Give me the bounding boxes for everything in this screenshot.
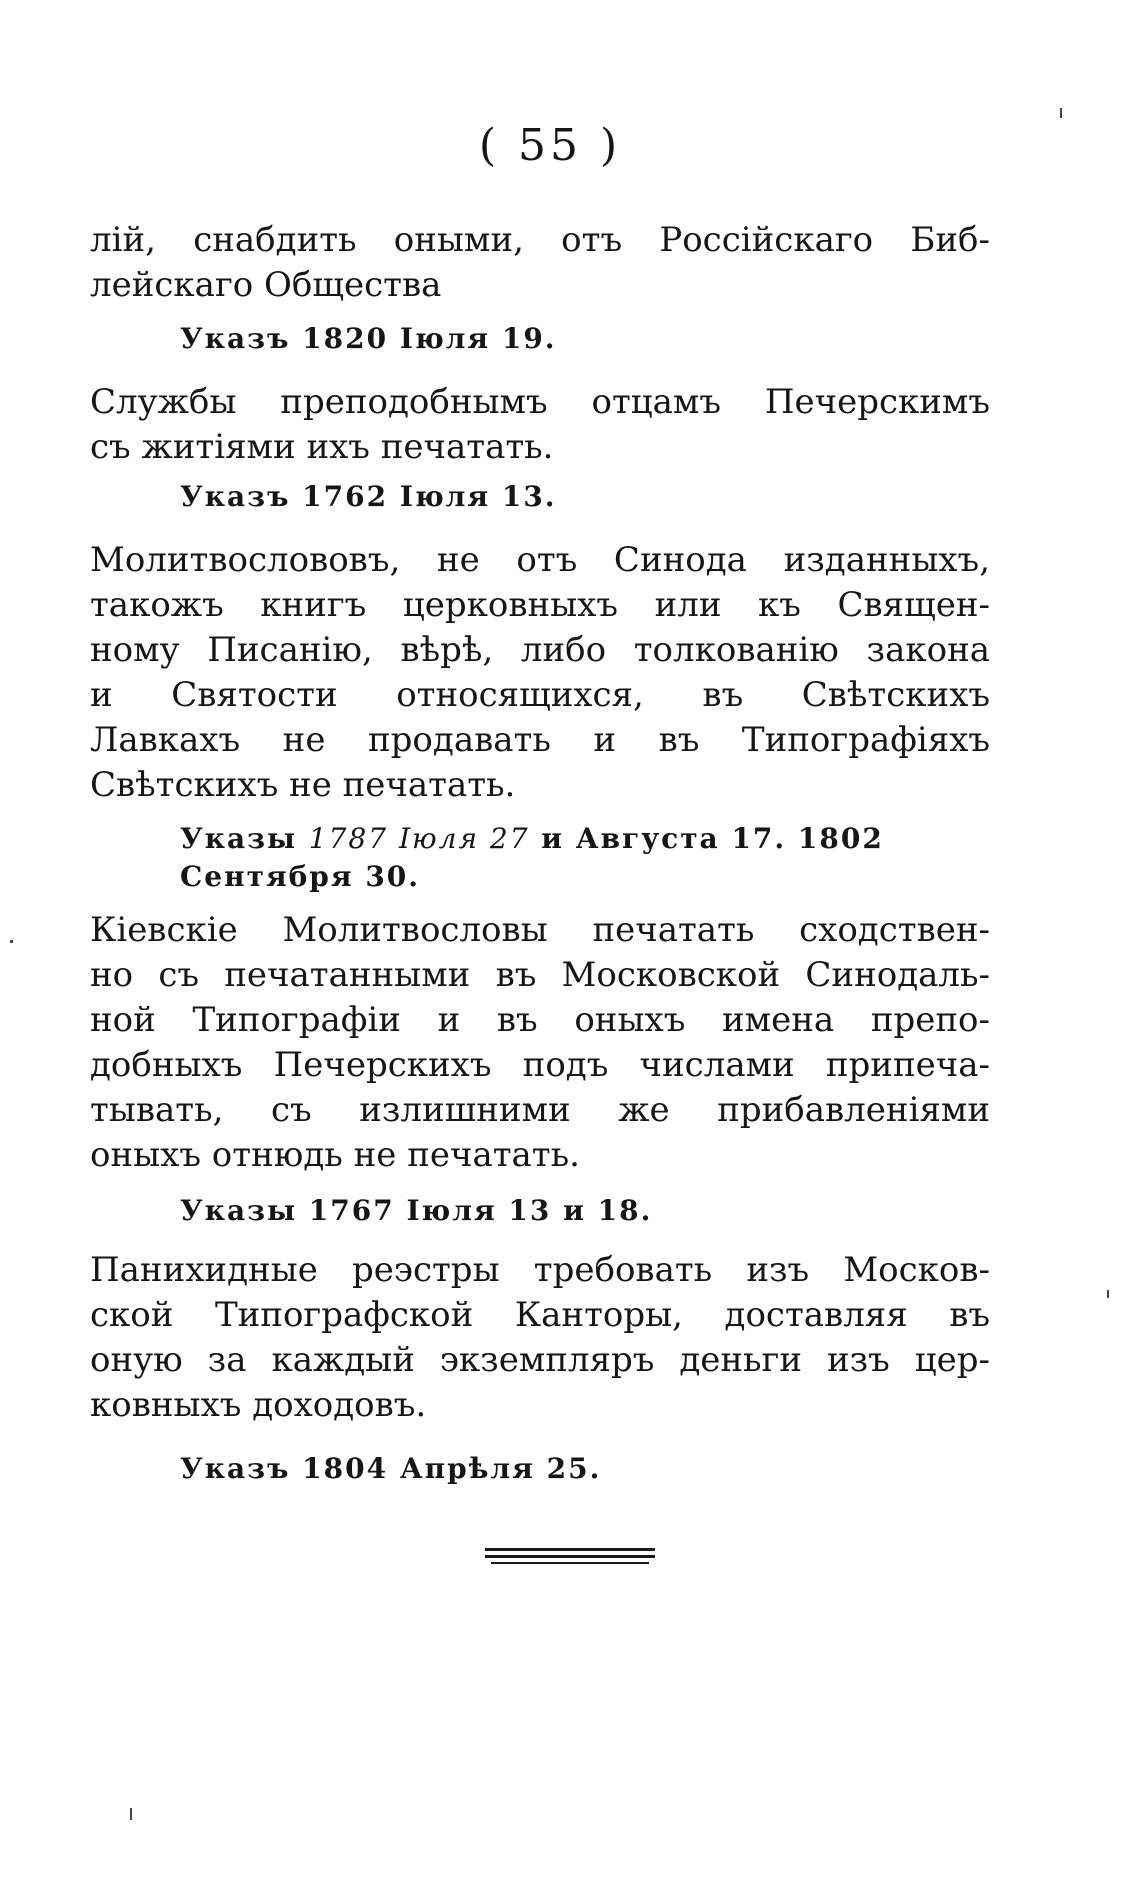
decree-line xyxy=(180,820,990,858)
decree-line: Указъ 1820 Іюля 19. xyxy=(180,322,557,355)
entry-4-decree xyxy=(180,1192,990,1230)
scan-speck xyxy=(1107,1290,1109,1298)
text-line: ковныхъ доходовъ. xyxy=(90,1385,427,1425)
text-line: Службы преподобнымъ отцамъ Печерскимъ xyxy=(90,382,990,422)
text-line: Лавкахъ не продавать и въ Типографіяхъ xyxy=(90,720,990,760)
decree-date-italic: 1787 Іюля 27 xyxy=(308,822,530,855)
text-line: Молитвослововъ, не отъ Синода изданныхъ, xyxy=(90,540,990,580)
rule-line xyxy=(491,1562,649,1564)
page-number: ( 55 ) xyxy=(478,120,622,171)
scan-speck xyxy=(130,1808,132,1820)
entry-5-text xyxy=(90,1248,990,1428)
decree-line: Указъ 1804 Апрѣля 25. xyxy=(180,1452,602,1485)
text-line: и Святости относящихся, въ Свѣтскихъ xyxy=(90,675,990,715)
decree-suffix: и Августа 17. 1802 xyxy=(529,822,884,855)
text-line: Панихидные реэстры требовать изъ Москов- xyxy=(90,1250,990,1290)
entry-3-decree xyxy=(180,820,990,896)
entry-2-decree xyxy=(180,478,990,516)
decree-prefix: Указы xyxy=(180,822,309,855)
end-rule xyxy=(485,1548,655,1560)
entry-5-decree xyxy=(180,1450,990,1488)
rule-line xyxy=(485,1555,655,1558)
text-line: съ житіями ихъ печатать. xyxy=(90,427,554,467)
decree-line: Указы 1767 Іюля 13 и 18. xyxy=(180,1194,653,1227)
text-line: Свѣтскихъ не печатать. xyxy=(90,765,516,805)
entry-3-text xyxy=(90,538,990,808)
scan-speck xyxy=(1060,108,1062,118)
entry-4-text xyxy=(90,908,990,1178)
scan-speck xyxy=(10,940,13,943)
text-line: Кіевскіе Молитвословы печатать сходствен- xyxy=(90,910,990,950)
rule-line xyxy=(485,1548,655,1551)
entry-2-text xyxy=(90,380,990,470)
text-line: ному Писанію, вѣрѣ, либо толкованію закона xyxy=(90,630,990,670)
text-line: оныхъ отнюдь не печатать. xyxy=(90,1135,580,1175)
decree-line: Указъ 1762 Іюля 13. xyxy=(180,480,557,513)
text-line: лій, снабдить оными, отъ Россійскаго Биб- xyxy=(90,220,990,260)
text-line: лейскаго Общества xyxy=(90,265,442,305)
decree-line: Сентября 30. xyxy=(180,860,421,893)
text-line: ской Типографской Канторы, доставляя въ xyxy=(90,1295,990,1335)
text-line: оную за каждый экземпляръ деньги изъ цер- xyxy=(90,1340,990,1380)
text-line: но съ печатанными въ Московской Синодаль- xyxy=(90,955,990,995)
text-line: такожъ книгъ церковныхъ или къ Священ- xyxy=(90,585,990,625)
text-line: ной Типографіи и въ оныхъ имена препо- xyxy=(90,1000,990,1040)
entry-1-decree xyxy=(180,320,990,358)
entry-1-text xyxy=(90,218,990,308)
text-line: тывать, съ излишними же прибавленіями xyxy=(90,1090,990,1130)
text-line: добныхъ Печерскихъ подъ числами припеча- xyxy=(90,1045,990,1085)
